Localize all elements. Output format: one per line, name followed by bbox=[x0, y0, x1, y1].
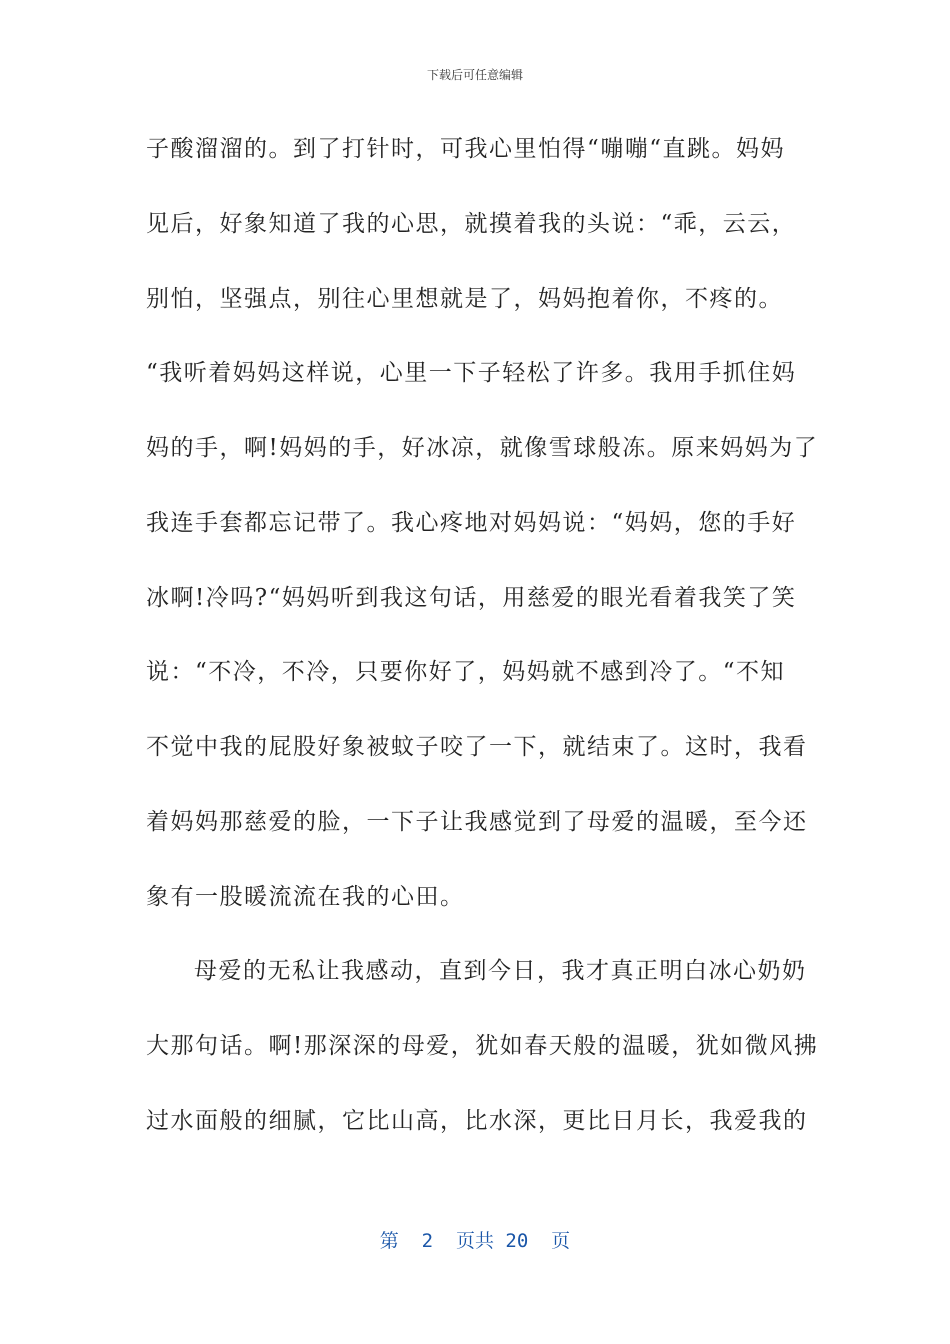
text-line: 妈的手，啊!妈妈的手，好冰凉，就像雪球般冻。原来妈妈为了 bbox=[146, 435, 819, 461]
text-line: 别怕，坚强点，别往心里想就是了，妈妈抱着你，不疼的。 bbox=[146, 286, 783, 312]
text-line: 我连手套都忘记带了。我心疼地对妈妈说：“妈妈，您的手好 bbox=[146, 510, 797, 536]
text-line: 大那句话。啊!那深深的母爱，犹如春天般的温暖，犹如微风拂 bbox=[146, 1033, 819, 1059]
text-line: 着妈妈那慈爱的脸，一下子让我感觉到了母爱的温暖，至今还 bbox=[146, 809, 808, 835]
page-number-footer: 第 2 页共 20 页 bbox=[379, 1230, 571, 1252]
text-line: 不觉中我的屁股好象被蚊子咬了一下，就结束了。这时，我看 bbox=[146, 734, 808, 760]
text-line: 冰啊!冷吗?“妈妈听到我这句话，用慈爱的眼光看着我笑了笑 bbox=[146, 585, 797, 611]
paragraph-first-line: 母爱的无私让我感动，直到今日，我才真正明白冰心奶奶 bbox=[194, 958, 807, 984]
text-line: 象有一股暖流流在我的心田。 bbox=[146, 884, 465, 910]
text-line: 子酸溜溜的。到了打针时，可我心里怕得“嘣嘣“直跳。妈妈 bbox=[146, 136, 786, 162]
text-line: 见后，好象知道了我的心思，就摸着我的头说：“乖，云云， bbox=[146, 211, 797, 237]
text-line: 过水面般的细腻，它比山高，比水深，更比日月长，我爱我的 bbox=[146, 1108, 808, 1134]
text-line: 说：“不冷，不冷，只要你好了，妈妈就不感到冷了。“不知 bbox=[146, 659, 786, 685]
page-header: 下载后可任意编辑 bbox=[426, 68, 523, 82]
text-line: “我听着妈妈这样说，心里一下子轻松了许多。我用手抓住妈 bbox=[146, 360, 797, 386]
